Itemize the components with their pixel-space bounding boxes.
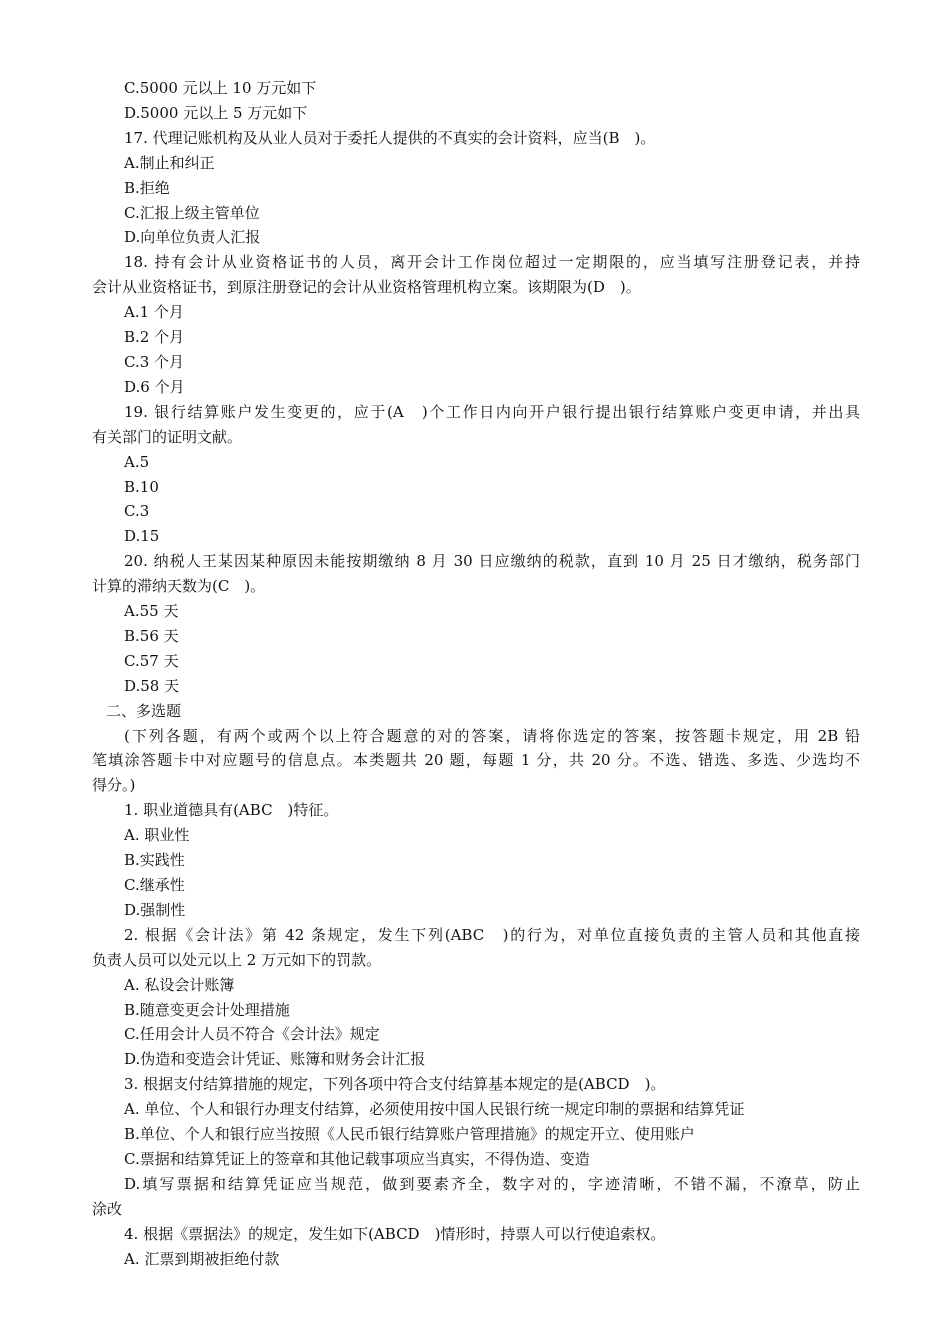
text-line: D.填写票据和结算凭证应当规范，做到要素齐全，数字对的，字迹清晰，不错不漏，不潦草，防止 bbox=[124, 1174, 860, 1193]
text-line: C.票据和结算凭证上的签章和其他记载事项应当真实，不得伪造、变造 bbox=[124, 1149, 590, 1168]
text-line: A. 单位、个人和银行办理支付结算，必须使用按中国人民银行统一规定印制的票据和结算凭证 bbox=[124, 1100, 745, 1119]
text-line: D.强制性 bbox=[124, 900, 186, 919]
text-line: (下列各题，有两个或两个以上符合题意的对的答案，请将你选定的答案，按答题卡规定，用 2B 铅 bbox=[124, 726, 860, 745]
text-line: 负责人员可以处元以上 2 万元如下的罚款。 bbox=[92, 950, 382, 969]
text-line: A.制止和纠正 bbox=[124, 153, 215, 172]
text-line: C.3 个月 bbox=[124, 352, 185, 371]
text-line: C.5000 元以上 10 万元如下 bbox=[124, 79, 317, 97]
text-line: C.继承性 bbox=[124, 876, 185, 894]
text-line: C.汇报上级主管单位 bbox=[124, 203, 260, 222]
text-line: D.15 bbox=[124, 527, 160, 546]
text-line: 笔填涂答题卡中对应题号的信息点。本类题共 20 题，每题 1 分，共 20 分。不选、错选、多选、少选均不 bbox=[92, 751, 860, 770]
text-line: 18. 持有会计从业资格证书的人员，离开会计工作岗位超过一定期限的，应当填写注册登记表，并持 bbox=[124, 253, 860, 272]
text-line: 17. 代理记账机构及从业人员对于委托人提供的不真实的会计资料，应当(B )。 bbox=[124, 128, 656, 147]
text-line: D.向单位负责人汇报 bbox=[124, 228, 261, 247]
text-line: 1. 职业道德具有(ABC )特征。 bbox=[124, 801, 339, 820]
text-line: B.随意变更会计处理措施 bbox=[124, 1000, 290, 1019]
text-line: 2. 根据《会计法》第 42 条规定，发生下列(ABC )的行为，对单位直接负责的主管人员和其他直接 bbox=[124, 925, 860, 944]
text-line: D.6 个月 bbox=[124, 377, 185, 396]
text-line: 得分。) bbox=[92, 776, 136, 795]
text-line: 4. 根据《票据法》的规定，发生如下(ABCD )情形时，持票人可以行使追索权。 bbox=[124, 1224, 666, 1243]
document-body bbox=[92, 76, 860, 1272]
text-line: C.3 bbox=[124, 502, 150, 521]
text-line: 计算的滞纳天数为(C )。 bbox=[92, 577, 266, 596]
text-line: B.2 个月 bbox=[124, 328, 185, 347]
text-line: C.任用会计人员不符合《会计法》规定 bbox=[124, 1025, 380, 1044]
text-line: A. 汇票到期被拒绝付款 bbox=[124, 1249, 280, 1268]
text-line: B.拒绝 bbox=[124, 178, 170, 197]
text-line: 20. 纳税人王某因某种原因未能按期缴纳 8 月 30 日应缴纳的税款，直到 10 月 25 日才缴纳，税务部门 bbox=[124, 552, 860, 571]
text-line: B.10 bbox=[124, 477, 159, 496]
text-line: B.实践性 bbox=[124, 851, 185, 870]
text-line: 会计从业资格证书，到原注册登记的会计从业资格管理机构立案。该期限为(D )。 bbox=[92, 278, 641, 297]
text-line: 3. 根据支付结算措施的规定，下列各项中符合支付结算基本规定的是(ABCD )。 bbox=[124, 1075, 666, 1094]
text-line: A.5 bbox=[124, 452, 150, 471]
text-line: A.1 个月 bbox=[124, 303, 184, 322]
text-line: 有关部门的证明文献。 bbox=[92, 427, 243, 446]
text-line: 二、多选题 bbox=[106, 701, 182, 720]
text-line: B.单位、个人和银行应当按照《人民币银行结算账户管理措施》的规定开立、使用账户 bbox=[124, 1125, 695, 1144]
text-line: D.58 天 bbox=[124, 676, 180, 695]
text-line: D.5000 元以上 5 万元如下 bbox=[124, 103, 308, 122]
text-line: B.56 天 bbox=[124, 626, 179, 645]
text-line: C.57 天 bbox=[124, 651, 179, 670]
text-line: A. 职业性 bbox=[124, 826, 190, 845]
text-line: 19. 银行结算账户发生变更的，应于(A )个工作日内向开户银行提出银行结算账户变更申请，并出具 bbox=[124, 402, 860, 421]
text-line: A. 私设会计账簿 bbox=[124, 975, 235, 994]
text-line: 涂改 bbox=[92, 1199, 123, 1218]
text-line: D.伪造和变造会计凭证、账簿和财务会计汇报 bbox=[124, 1050, 426, 1069]
text-line: A.55 天 bbox=[124, 602, 179, 621]
